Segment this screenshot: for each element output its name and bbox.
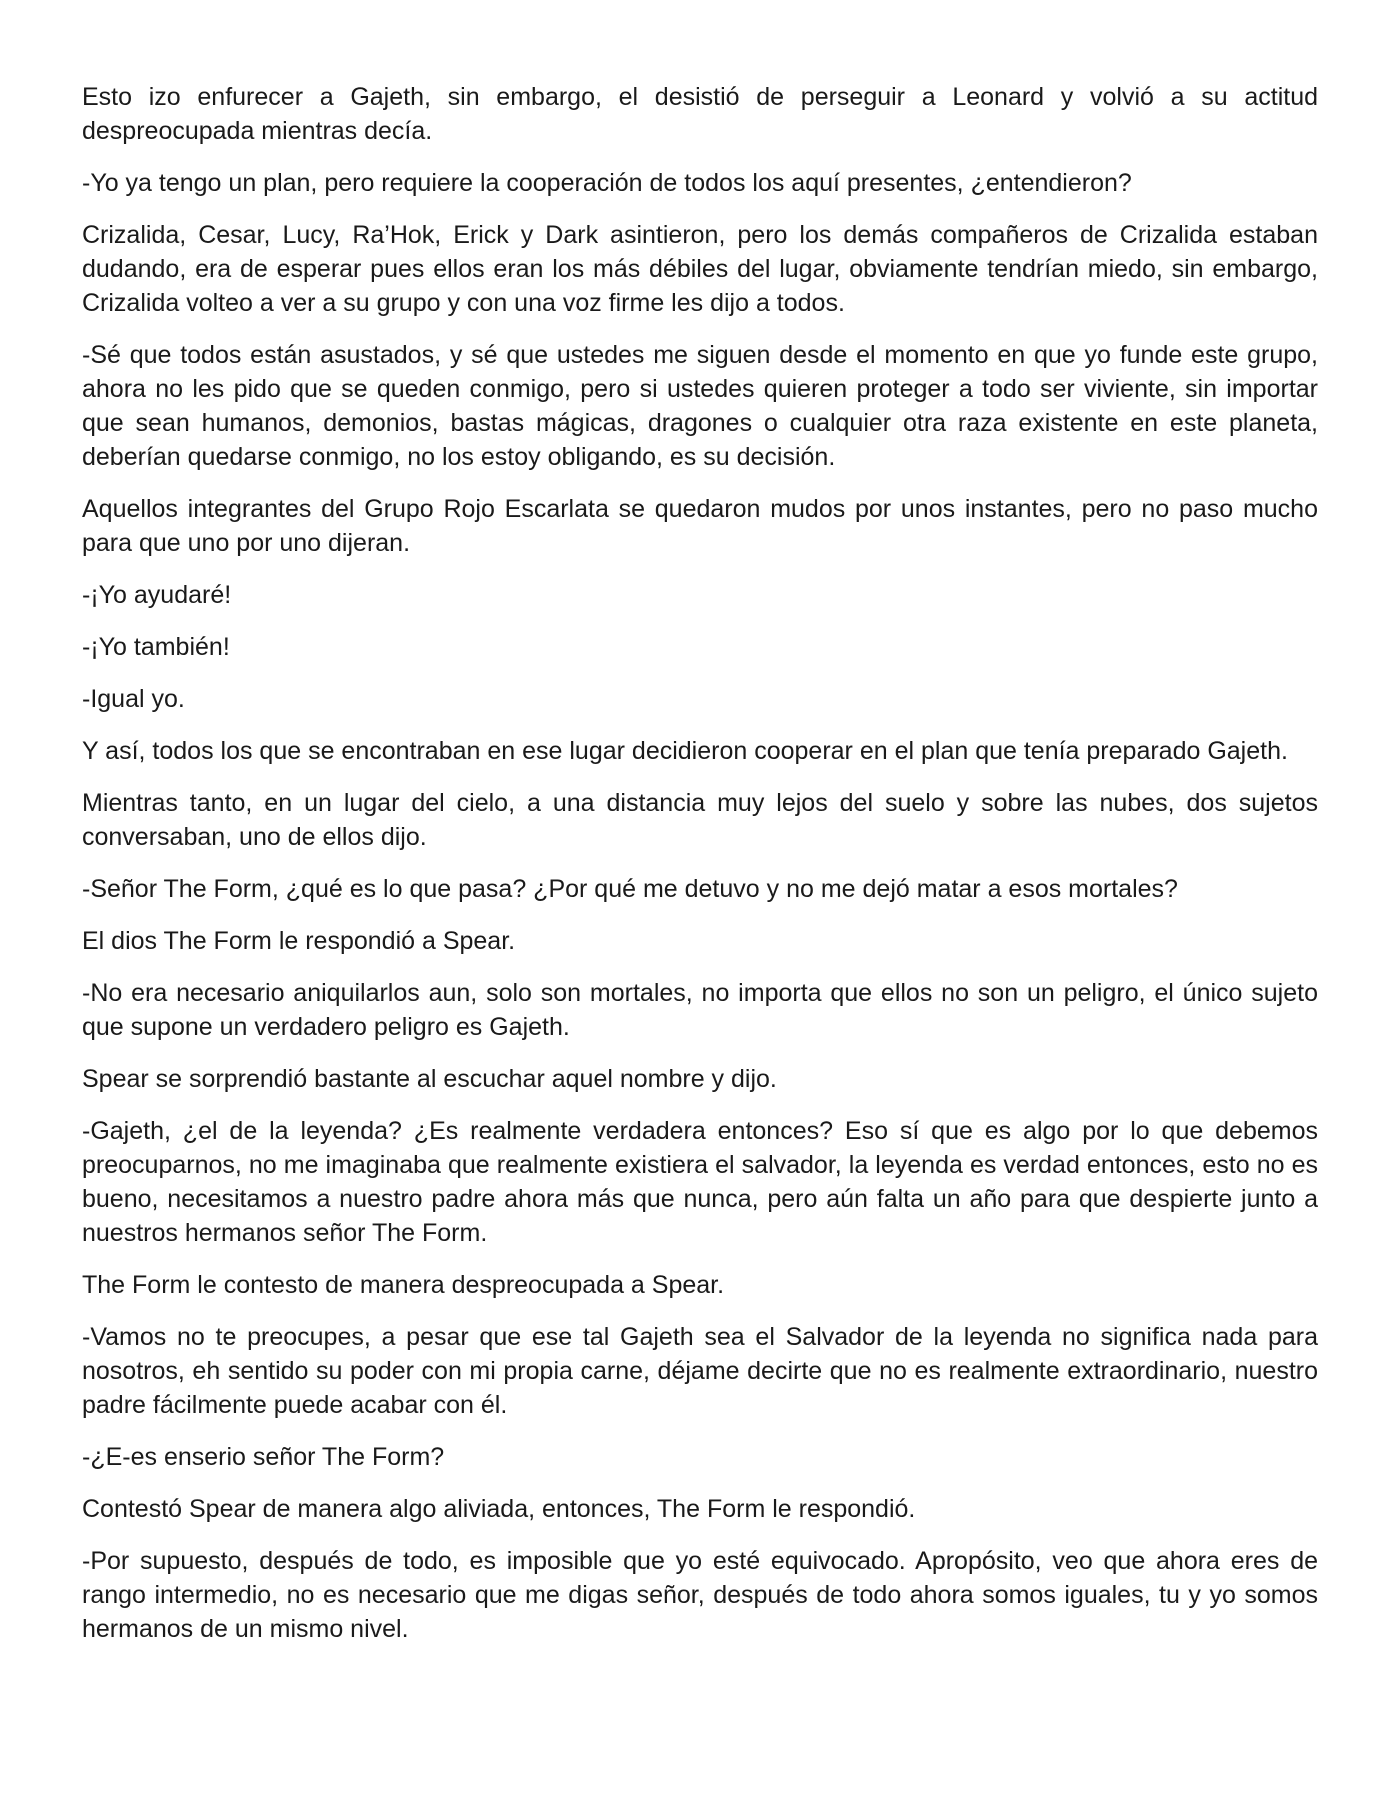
document-page (82, 80, 1318, 1664)
paragraph: -Sé que todos están asustados, y sé que ustedes me siguen desde el momento en que yo funde este grupo, ahora no les pido que se queden conmigo, pero si ustedes quieren proteger a todo ser viviente, sin importar que sean humanos, demonios, bastas mágicas, dragones o cualquier otra raza existente en este planeta, deberían quedarse conmigo, no los estoy obligando, es su decisión. (82, 341, 1318, 471)
paragraph: -Por supuesto, después de todo, es imposible que yo esté equivocado. Apropósito, veo que ahora eres de rango intermedio, no es necesario que me digas señor, después de todo ahora somos iguales, tu y yo somos hermanos de un mismo nivel. (82, 1547, 1318, 1643)
paragraph: -¿E-es enserio señor The Form? (82, 1443, 445, 1471)
paragraph: -Vamos no te preocupes, a pesar que ese tal Gajeth sea el Salvador de la leyenda no significa nada para nosotros, eh sentido su poder con mi propia carne, déjame decirte que no es realmente extraordinario, nuestro padre fácilmente puede acabar con él. (82, 1323, 1318, 1419)
paragraph: The Form le contesto de manera despreocupada a Spear. (82, 1271, 725, 1299)
paragraph: -Gajeth, ¿el de la leyenda? ¿Es realmente verdadera entonces? Eso sí que es algo por lo que debemos preocuparnos, no me imaginaba que realmente existiera el salvador, la leyenda es verdad entonces, esto no es bueno, necesitamos a nuestro padre ahora más que nunca, pero aún falta un año para que despierte junto a nuestros hermanos señor The Form. (82, 1117, 1318, 1247)
paragraph: Crizalida, Cesar, Lucy, Ra’Hok, Erick y Dark asintieron, pero los demás compañeros de Crizalida estaban dudando, era de esperar pues ellos eran los más débiles del lugar, obviamente tendrían miedo, sin embargo, Crizalida volteo a ver a su grupo y con una voz firme les dijo a todos. (82, 221, 1318, 317)
paragraph: -No era necesario aniquilarlos aun, solo son mortales, no importa que ellos no son un peligro, el único sujeto que supone un verdadero peligro es Gajeth. (82, 979, 1318, 1041)
paragraph: -¡Yo también! (82, 633, 230, 661)
paragraph: -¡Yo ayudaré! (82, 581, 232, 609)
paragraph: El dios The Form le respondió a Spear. (82, 927, 516, 955)
paragraph: -Yo ya tengo un plan, pero requiere la cooperación de todos los aquí presentes, ¿entendieron? (82, 169, 1132, 197)
paragraph: Aquellos integrantes del Grupo Rojo Escarlata se quedaron mudos por unos instantes, pero no paso mucho para que uno por uno dijeran. (82, 495, 1318, 557)
paragraph: Y así, todos los que se encontraban en ese lugar decidieron cooperar en el plan que tenía preparado Gajeth. (82, 737, 1288, 765)
paragraph: Esto izo enfurecer a Gajeth, sin embargo, el desistió de perseguir a Leonard y volvió a su actitud despreocupada mientras decía. (82, 83, 1318, 145)
paragraph: -Igual yo. (82, 685, 185, 713)
paragraph: Contestó Spear de manera algo aliviada, entonces, The Form le respondió. (82, 1495, 916, 1523)
paragraph: Mientras tanto, en un lugar del cielo, a una distancia muy lejos del suelo y sobre las nubes, dos sujetos conversaban, uno de ellos dijo. (82, 789, 1318, 851)
paragraph: -Señor The Form, ¿qué es lo que pasa? ¿Por qué me detuvo y no me dejó matar a esos mortales? (82, 875, 1178, 903)
paragraph: Spear se sorprendió bastante al escuchar aquel nombre y dijo. (82, 1065, 777, 1093)
